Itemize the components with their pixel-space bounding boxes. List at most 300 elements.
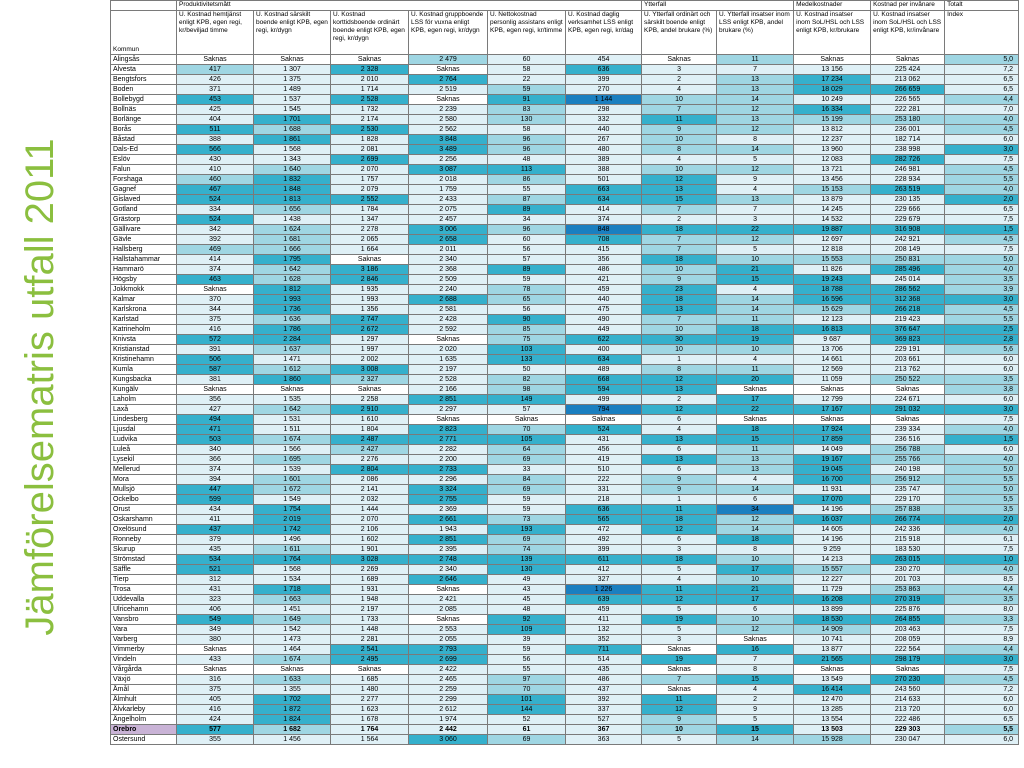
value-cell: 12 083 xyxy=(794,155,871,165)
value-cell: 463 xyxy=(177,275,254,285)
value-cell: 49 xyxy=(488,575,566,585)
index-cell: 3,5 xyxy=(945,275,1019,285)
value-cell: 2 276 xyxy=(331,455,409,465)
value-cell: 2 xyxy=(642,75,717,85)
municipality-name: Oskarshamn xyxy=(111,515,177,525)
municipality-name: Säffle xyxy=(111,565,177,575)
value-cell: 13 xyxy=(642,185,717,195)
municipality-name: Ängelholm xyxy=(111,715,177,725)
value-cell: 374 xyxy=(177,265,254,275)
index-cell: 6,5 xyxy=(945,715,1019,725)
value-cell: 48 xyxy=(488,155,566,165)
index-cell: 6,5 xyxy=(945,85,1019,95)
value-cell: 2 277 xyxy=(331,695,409,705)
value-cell: 494 xyxy=(177,415,254,425)
value-cell: 15 xyxy=(717,675,794,685)
value-cell: 503 xyxy=(177,435,254,445)
value-cell: 96 xyxy=(488,135,566,145)
value-cell: 3 060 xyxy=(409,735,488,745)
value-cell: 48 xyxy=(488,605,566,615)
value-cell: 1 375 xyxy=(254,75,331,85)
municipality-name: Varberg xyxy=(111,635,177,645)
value-cell: 19 045 xyxy=(794,465,871,475)
value-cell: 18 xyxy=(642,295,717,305)
value-cell: 9 687 xyxy=(794,335,871,345)
value-cell: 5 xyxy=(642,605,717,615)
value-cell: 392 xyxy=(566,695,642,705)
value-cell: 342 xyxy=(177,225,254,235)
value-cell: 4 xyxy=(717,285,794,295)
value-cell: 101 xyxy=(488,695,566,705)
value-cell: 1 539 xyxy=(254,465,331,475)
value-cell: 64 xyxy=(488,445,566,455)
value-cell: 298 179 xyxy=(871,655,945,665)
value-cell: 56 xyxy=(488,305,566,315)
municipality-name: Älmhult xyxy=(111,695,177,705)
municipality-name: Ludvika xyxy=(111,435,177,445)
table-row xyxy=(111,315,1019,325)
municipality-name: Alvesta xyxy=(111,65,177,75)
value-cell: 419 xyxy=(566,455,642,465)
column-header-row xyxy=(111,11,1019,55)
value-cell: 636 xyxy=(566,65,642,75)
value-cell: 668 xyxy=(566,375,642,385)
value-cell: 14 xyxy=(717,525,794,535)
value-cell: 17 234 xyxy=(794,75,871,85)
value-cell: 2 581 xyxy=(409,305,488,315)
index-cell: 4,5 xyxy=(945,305,1019,315)
index-cell: 6,0 xyxy=(945,355,1019,365)
table-row xyxy=(111,595,1019,605)
value-cell: 12 569 xyxy=(794,365,871,375)
value-cell: 10 xyxy=(642,95,717,105)
value-cell: 264 855 xyxy=(871,615,945,625)
value-cell: 7 xyxy=(717,205,794,215)
value-cell: 1 678 xyxy=(331,715,409,725)
value-cell: 13 xyxy=(642,305,717,315)
value-cell: 1 764 xyxy=(331,725,409,735)
index-cell: 8,5 xyxy=(945,575,1019,585)
municipality-name: Trosa xyxy=(111,585,177,595)
value-cell: 1 935 xyxy=(331,285,409,295)
value-cell: 3 087 xyxy=(409,165,488,175)
value-cell: 238 998 xyxy=(871,145,945,155)
value-cell: Saknas xyxy=(642,55,717,65)
municipality-name: Kungälv xyxy=(111,385,177,395)
value-cell: Saknas xyxy=(794,55,871,65)
value-cell: 3 186 xyxy=(331,265,409,275)
municipality-name: Vara xyxy=(111,625,177,635)
value-cell: 61 xyxy=(488,725,566,735)
value-cell: 263 015 xyxy=(871,555,945,565)
value-cell: 19 243 xyxy=(794,275,871,285)
value-cell: 4 xyxy=(717,185,794,195)
value-cell: 14 xyxy=(717,735,794,745)
value-cell: 65 xyxy=(488,295,566,305)
empty-corner xyxy=(111,1,177,11)
value-cell: 73 xyxy=(488,515,566,525)
value-cell: 1 144 xyxy=(566,95,642,105)
value-cell: 1 549 xyxy=(254,495,331,505)
index-cell: 6,0 xyxy=(945,735,1019,745)
value-cell: 22 xyxy=(717,405,794,415)
index-cell: 5,5 xyxy=(945,725,1019,735)
municipality-name: Gävle xyxy=(111,235,177,245)
value-cell: 250 522 xyxy=(871,375,945,385)
table-row xyxy=(111,505,1019,515)
value-cell: 437 xyxy=(177,525,254,535)
table-row xyxy=(111,735,1019,745)
table-row xyxy=(111,65,1019,75)
value-cell: 1 612 xyxy=(254,365,331,375)
value-cell: 2 239 xyxy=(409,105,488,115)
value-cell: 105 xyxy=(488,435,566,445)
value-cell: 13 706 xyxy=(794,345,871,355)
value-cell: 5 xyxy=(642,625,717,635)
value-cell: 270 319 xyxy=(871,595,945,605)
value-cell: 514 xyxy=(566,655,642,665)
value-cell: 8 xyxy=(642,145,717,155)
value-cell: 34 xyxy=(717,505,794,515)
value-cell: 59 xyxy=(488,85,566,95)
value-cell: 74 xyxy=(488,545,566,555)
value-cell: 1 701 xyxy=(254,115,331,125)
index-cell: 2,0 xyxy=(945,195,1019,205)
value-cell: 56 xyxy=(488,245,566,255)
table-row xyxy=(111,305,1019,315)
municipality-name: Borlänge xyxy=(111,115,177,125)
value-cell: 475 xyxy=(566,305,642,315)
value-cell: 2 070 xyxy=(331,165,409,175)
value-cell: 1 511 xyxy=(254,425,331,435)
table-row xyxy=(111,455,1019,465)
value-cell: 1 624 xyxy=(254,225,331,235)
value-cell: 1 226 xyxy=(566,585,642,595)
table-row xyxy=(111,415,1019,425)
value-cell: 3 xyxy=(717,215,794,225)
value-cell: 19 167 xyxy=(794,455,871,465)
value-cell: 549 xyxy=(177,615,254,625)
value-cell: Saknas xyxy=(331,665,409,675)
value-cell: 84 xyxy=(488,475,566,485)
value-cell: 388 xyxy=(566,165,642,175)
index-cell: 4,5 xyxy=(945,125,1019,135)
value-cell: Saknas xyxy=(794,665,871,675)
value-cell: 13 156 xyxy=(794,65,871,75)
value-cell: 250 831 xyxy=(871,255,945,265)
value-cell: 218 xyxy=(566,495,642,505)
value-cell: 78 xyxy=(488,285,566,295)
value-cell: 2 240 xyxy=(409,285,488,295)
value-cell: 1 812 xyxy=(254,285,331,295)
table-row xyxy=(111,585,1019,595)
value-cell: 14 xyxy=(717,485,794,495)
value-cell: 16 414 xyxy=(794,685,871,695)
value-cell: 13 xyxy=(642,455,717,465)
value-cell: 10 xyxy=(717,345,794,355)
table-row xyxy=(111,685,1019,695)
table-row xyxy=(111,205,1019,215)
value-cell: 6 xyxy=(642,445,717,455)
table-row xyxy=(111,335,1019,345)
group-header-average-costs: Medelkostnader xyxy=(794,1,871,11)
value-cell: 14 049 xyxy=(794,445,871,455)
value-cell: 2 327 xyxy=(331,375,409,385)
value-cell: 3 006 xyxy=(409,225,488,235)
value-cell: 286 562 xyxy=(871,285,945,295)
table-row xyxy=(111,85,1019,95)
value-cell: 2 281 xyxy=(331,635,409,645)
value-cell: 10 xyxy=(642,265,717,275)
table-row xyxy=(111,425,1019,435)
index-cell: 7,5 xyxy=(945,155,1019,165)
index-cell: 7,5 xyxy=(945,245,1019,255)
value-cell: 59 xyxy=(488,645,566,655)
table-row xyxy=(111,555,1019,565)
value-cell: 10 xyxy=(642,325,717,335)
table-row xyxy=(111,115,1019,125)
value-cell: 848 xyxy=(566,225,642,235)
table-row xyxy=(111,605,1019,615)
value-cell: 69 xyxy=(488,455,566,465)
value-cell: 1 611 xyxy=(254,545,331,555)
value-cell: 9 xyxy=(642,485,717,495)
value-cell: 1 663 xyxy=(254,595,331,605)
value-cell: 18 xyxy=(717,325,794,335)
table-row xyxy=(111,655,1019,665)
value-cell: 6 xyxy=(642,465,717,475)
value-cell: 15 199 xyxy=(794,115,871,125)
column-header-home-care-cost: U. Kostnad hemtjänst enligt KPB, egen regi, kr/beviljad timme xyxy=(177,11,254,55)
value-cell: 2 846 xyxy=(331,275,409,285)
value-cell: 229 303 xyxy=(871,725,945,735)
value-cell: 12 799 xyxy=(794,395,871,405)
value-cell: 10 xyxy=(717,575,794,585)
value-cell: 456 xyxy=(566,445,642,455)
value-cell: 13 xyxy=(717,115,794,125)
value-cell: Saknas xyxy=(254,665,331,675)
value-cell: 5 xyxy=(717,715,794,725)
value-cell: 2 509 xyxy=(409,275,488,285)
index-cell: 6,1 xyxy=(945,535,1019,545)
table-row xyxy=(111,395,1019,405)
value-cell: 22 xyxy=(488,75,566,85)
table-row xyxy=(111,545,1019,555)
value-cell: 435 xyxy=(177,545,254,555)
value-cell: Saknas xyxy=(409,415,488,425)
value-cell: 214 633 xyxy=(871,695,945,705)
municipality-name: Strömstad xyxy=(111,555,177,565)
value-cell: 2 079 xyxy=(331,185,409,195)
value-cell: 2 428 xyxy=(409,315,488,325)
index-cell: 3,0 xyxy=(945,295,1019,305)
value-cell: 13 xyxy=(642,385,717,395)
value-cell: 130 xyxy=(488,115,566,125)
value-cell: 1 682 xyxy=(254,725,331,735)
index-cell: 6,0 xyxy=(945,395,1019,405)
municipality-name: Knivsta xyxy=(111,335,177,345)
value-cell: 430 xyxy=(177,155,254,165)
value-cell: Saknas xyxy=(409,585,488,595)
value-cell: 11 xyxy=(717,365,794,375)
value-cell: 11 931 xyxy=(794,485,871,495)
value-cell: 375 xyxy=(177,685,254,695)
value-cell: 2 011 xyxy=(409,245,488,255)
value-cell: 2 200 xyxy=(409,455,488,465)
index-cell: 4,4 xyxy=(945,95,1019,105)
value-cell: Saknas xyxy=(409,65,488,75)
value-cell: 82 xyxy=(488,375,566,385)
table-row xyxy=(111,535,1019,545)
value-cell: 13 877 xyxy=(794,645,871,655)
value-cell: 12 xyxy=(717,625,794,635)
value-cell: 5 xyxy=(642,565,717,575)
value-cell: 2 020 xyxy=(409,345,488,355)
value-cell: 2 553 xyxy=(409,625,488,635)
value-cell: 18 788 xyxy=(794,285,871,295)
value-cell: 13 549 xyxy=(794,675,871,685)
value-cell: 1 931 xyxy=(331,585,409,595)
table-row xyxy=(111,715,1019,725)
value-cell: 12 470 xyxy=(794,695,871,705)
value-cell: 459 xyxy=(566,605,642,615)
value-cell: 2 771 xyxy=(409,435,488,445)
municipality-name: Laxå xyxy=(111,405,177,415)
value-cell: 1 757 xyxy=(331,175,409,185)
value-cell: 14 245 xyxy=(794,205,871,215)
table-row xyxy=(111,575,1019,585)
value-cell: 375 xyxy=(177,315,254,325)
value-cell: 356 xyxy=(177,395,254,405)
value-cell: 16 596 xyxy=(794,295,871,305)
value-cell: Saknas xyxy=(177,665,254,675)
municipality-name: Tierp xyxy=(111,575,177,585)
value-cell: 2 278 xyxy=(331,225,409,235)
value-cell: 12 xyxy=(642,595,717,605)
table-row xyxy=(111,445,1019,455)
value-cell: 57 xyxy=(488,405,566,415)
municipality-name: Grästorp xyxy=(111,215,177,225)
table-row xyxy=(111,225,1019,235)
value-cell: 1 666 xyxy=(254,245,331,255)
table-row xyxy=(111,145,1019,155)
value-cell: 4 xyxy=(717,475,794,485)
value-cell: 245 014 xyxy=(871,275,945,285)
value-cell: 256 788 xyxy=(871,445,945,455)
value-cell: 2 256 xyxy=(409,155,488,165)
value-cell: 14 xyxy=(717,305,794,315)
value-cell: 69 xyxy=(488,735,566,745)
value-cell: 59 xyxy=(488,495,566,505)
index-cell: 6,5 xyxy=(945,75,1019,85)
value-cell: 96 xyxy=(488,225,566,235)
table-row xyxy=(111,645,1019,655)
value-cell: 17 924 xyxy=(794,425,871,435)
index-cell: 4,5 xyxy=(945,235,1019,245)
value-cell: 52 xyxy=(488,715,566,725)
value-cell: 2 340 xyxy=(409,255,488,265)
index-cell: 3,0 xyxy=(945,655,1019,665)
value-cell: 636 xyxy=(566,505,642,515)
value-cell: 399 xyxy=(566,75,642,85)
value-cell: 213 762 xyxy=(871,365,945,375)
value-cell: 208 059 xyxy=(871,635,945,645)
value-cell: 2 487 xyxy=(331,435,409,445)
index-cell: 4,4 xyxy=(945,585,1019,595)
municipality-name: Ulricehamn xyxy=(111,605,177,615)
value-cell: 634 xyxy=(566,355,642,365)
value-cell: 45 xyxy=(488,595,566,605)
index-cell: 3,3 xyxy=(945,615,1019,625)
value-cell: 404 xyxy=(177,115,254,125)
value-cell: 92 xyxy=(488,615,566,625)
value-cell: 23 xyxy=(642,285,717,295)
value-cell: 366 xyxy=(177,455,254,465)
value-cell: 9 259 xyxy=(794,545,871,555)
table-row xyxy=(111,325,1019,335)
value-cell: 50 xyxy=(488,365,566,375)
index-cell: 4,0 xyxy=(945,525,1019,535)
value-cell: 9 xyxy=(717,705,794,715)
value-cell: 427 xyxy=(177,405,254,415)
value-cell: 1 542 xyxy=(254,625,331,635)
index-cell: 5,5 xyxy=(945,175,1019,185)
value-cell: 1 718 xyxy=(254,585,331,595)
value-cell: Saknas xyxy=(642,665,717,675)
value-cell: 524 xyxy=(177,195,254,205)
value-cell: 17 xyxy=(717,595,794,605)
value-cell: 13 554 xyxy=(794,715,871,725)
municipality-name: Åmål xyxy=(111,685,177,695)
value-cell: 472 xyxy=(566,525,642,535)
value-cell: 2 910 xyxy=(331,405,409,415)
value-cell: 11 xyxy=(717,315,794,325)
municipality-name: Lindesberg xyxy=(111,415,177,425)
value-cell: 454 xyxy=(566,55,642,65)
municipality-name: Vansbro xyxy=(111,615,177,625)
value-cell: 58 xyxy=(488,125,566,135)
table-row xyxy=(111,725,1019,735)
value-cell: 599 xyxy=(177,495,254,505)
value-cell: Saknas xyxy=(488,415,566,425)
value-cell: 2 141 xyxy=(331,485,409,495)
value-cell: 14 532 xyxy=(794,215,871,225)
value-cell: 1 872 xyxy=(254,705,331,715)
value-cell: 369 823 xyxy=(871,335,945,345)
group-header-row xyxy=(111,1,1019,11)
value-cell: 1 664 xyxy=(331,245,409,255)
value-cell: 15 557 xyxy=(794,565,871,575)
value-cell: 182 714 xyxy=(871,135,945,145)
value-cell: 2 xyxy=(642,395,717,405)
value-cell: 96 xyxy=(488,145,566,155)
value-cell: 1 531 xyxy=(254,415,331,425)
value-cell: 30 xyxy=(642,335,717,345)
table-row xyxy=(111,155,1019,165)
value-cell: 437 xyxy=(566,685,642,695)
value-cell: 2 755 xyxy=(409,495,488,505)
value-cell: 282 726 xyxy=(871,155,945,165)
value-cell: 431 xyxy=(566,435,642,445)
index-cell: 5,5 xyxy=(945,475,1019,485)
value-cell: 2 612 xyxy=(409,705,488,715)
value-cell: 266 218 xyxy=(871,305,945,315)
value-cell: 6 xyxy=(642,535,717,545)
value-cell: 133 xyxy=(488,355,566,365)
value-cell: Saknas xyxy=(331,255,409,265)
value-cell: 213 720 xyxy=(871,705,945,715)
municipality-name: Älvkarleby xyxy=(111,705,177,715)
